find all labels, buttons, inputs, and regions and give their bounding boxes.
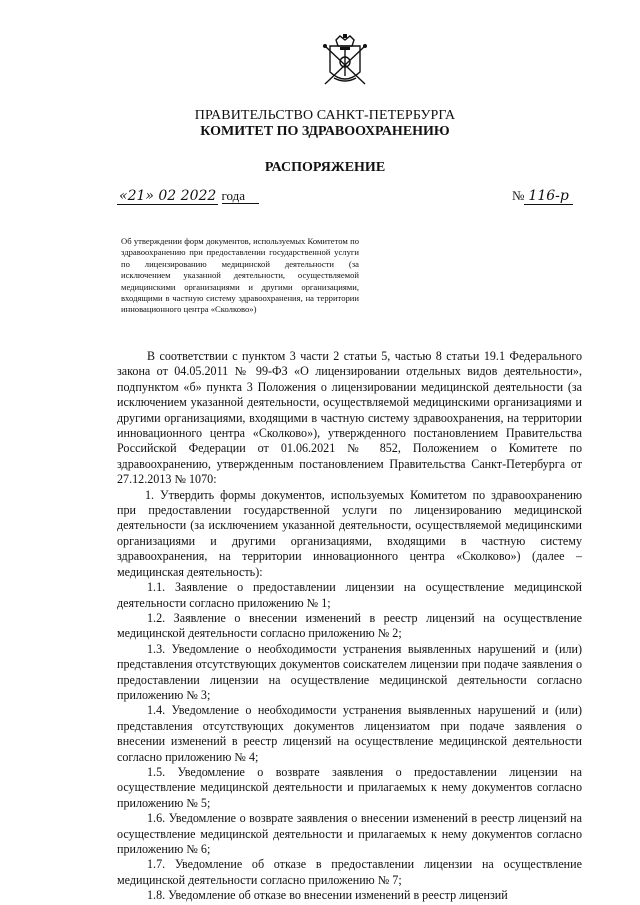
subitem-paragraph: 1.5. Уведомление о возврате заявления о предоставлении лицензии на осуществление медицинской деятельности и прилагаемых к нему документов согласно приложению № 5; [117,764,582,810]
document-date [117,188,259,204]
document-type-title: РАСПОРЯЖЕНИЕ [264,160,386,175]
document-body [117,349,582,904]
item-1-paragraph: 1. Утвердить формы документов, используемых Комитетом по здравоохранению при предоставлении государственной услуги по лицензированию медицинской деятельности (за исключением указанной деятельности, осуществляемой медицинскими организациями и другими организациями, входящими в частную систему здравоохранения, на территории инновационного центра «Сколково») (далее – медицинская деятельность): [117,487,582,579]
subitem-paragraph: 1.8. Уведомление об отказе во внесении изменений в реестр лицензий [147,888,508,903]
document-number [512,188,573,204]
subitem-paragraph: 1.2. Заявление о внесении изменений в реестр лицензий на осуществление медицинской деятельности согласно приложению № 2; [117,610,582,641]
document-subject: Об утверждении форм документов, используемых Комитетом по здравоохранению при предоставлении государственной услуги по лицензированию медицинской деятельности (за исключением указанной деятельности, осуществляемой медицинскими организациями и другими организациями, входящими в частную систему здравоохранения, на территории инновационного центра «Сколково») [121,236,359,315]
handwritten-number: 116-р [524,188,572,205]
date-suffix: года [222,188,260,204]
subitem-paragraph: 1.3. Уведомление о необходимости устранения выявленных нарушений и (или) представления отсутствующих документов соискателем лицензии при подаче заявления о предоставлении лицензии на осуществление медицинской деятельности согласно приложению № 3; [117,641,582,702]
coat-of-arms-emblem [322,32,368,88]
subitem-paragraph: 1.6. Уведомление о возврате заявления о внесении изменений в реестр лицензий на осуществление медицинской деятельности и прилагаемых к нему документов согласно приложению № 6; [117,811,582,856]
subitem-paragraph: 1.7. Уведомление об отказе в предоставлении лицензии на осуществление медицинской деятельности согласно приложению № 7; [117,857,582,887]
committee-heading: КОМИТЕТ ПО ЗДРАВООХРАНЕНИЮ [200,124,450,139]
subitem-paragraph: 1.1. Заявление о предоставлении лицензии на осуществление медицинской деятельности согласно приложению № 1; [117,580,582,610]
preamble-paragraph: В соответствии с пунктом 3 части 2 статьи 5, частью 8 статьи 19.1 Федерального закона от 04.05.2011 № 99-ФЗ «О лицензировании отдельных видов деятельности», подпунктом «б» пункта 3 Положения о лицензировании медицинской деятельности (за исключением указанной деятельности, осуществляемой медицинскими организациями и другими организациями, входящими в частную систему здравоохранения, на территории инновационного центра «Сколково»), утвержденного постановлением Правительства Российской Федерации от 01.06.2021 № 852, Положением о Комитете по здравоохранению, утвержденным постановлением Правительства Санкт-Петербурга от 27.12.2013 № 1070: [117,349,582,487]
government-heading: ПРАВИТЕЛЬСТВО САНКТ-ПЕТЕРБУРГА [194,108,456,123]
handwritten-date: «21» 02 2022 [119,188,217,204]
number-prefix: № [512,188,525,203]
subitem-paragraph: 1.4. Уведомление о необходимости устранения выявленных нарушений и (или) представления отсутствующих документов лицензиатом при подаче заявления о внесении изменений в реестр лицензий на осуществление медицинской деятельности согласно приложению № 4; [117,703,582,764]
